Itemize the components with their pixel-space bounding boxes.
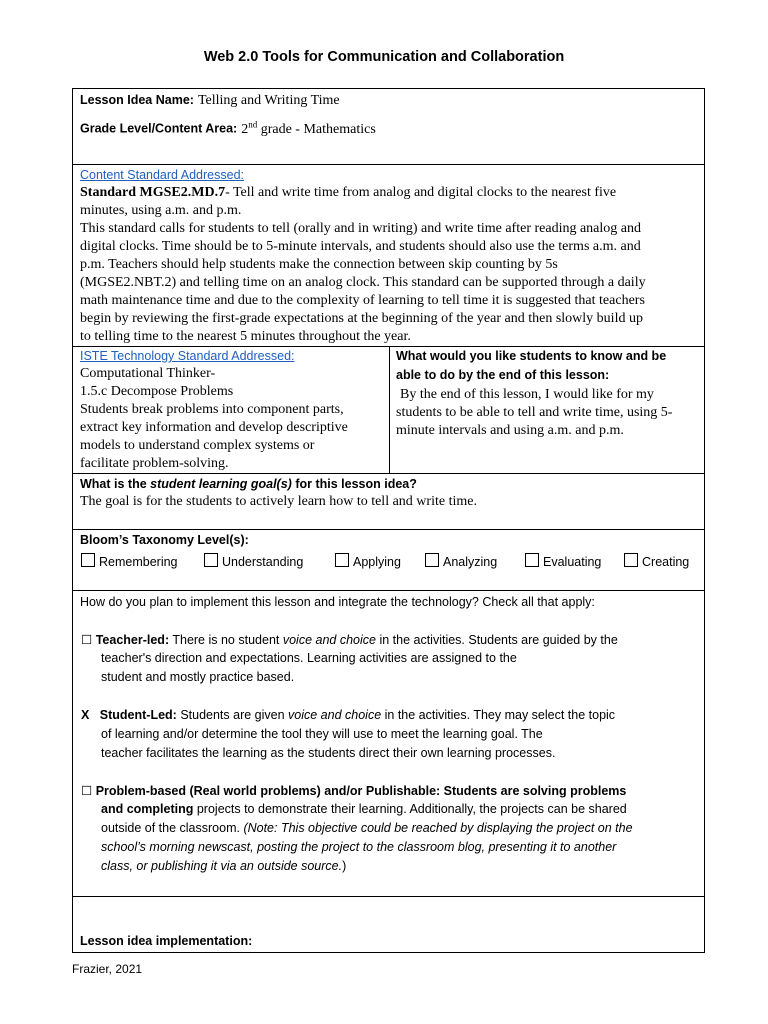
footer-author: Frazier, 2021 bbox=[72, 962, 143, 976]
content-standard-heading: Content Standard Addressed: bbox=[80, 168, 245, 182]
teacher-led-option[interactable]: ☐ Teacher-led: There is no student voice and choice in the activities. Students are guided by the bbox=[81, 633, 618, 647]
standard-line-6: (MGSE2.NBT.2) and telling time on an analog clock. This standard can be supported through a daily bbox=[80, 275, 646, 290]
content-standard-cell bbox=[72, 164, 705, 347]
implementation-plan-cell: How do you plan to implement this lesson and integrate the technology? Check all that apply: ☐ Teacher-led: There is no student voice and choice in the activities. Students are guided by the teacher's direction and expectations. Learning activities are assigned to the student and mostly practice based. X Student-Led: Students are given voice and choice in the activities. They may select the topic of learning and/or determine the tool they will use to meet the learning goal. The teacher facilitates the learning as the students direct their own learning processes. ☐ Problem-based (Real world problems) and/or Publishable: Students are solving problems and completing projects to demonstrate their learning. Additionally, the projects can be shared outside of the classroom. (Note: This objective could be reached by displaying the project on the school’s morning newscast, posting the project to the classroom blog, presenting it to another class, or publishing it via an outside source.) bbox=[72, 590, 705, 897]
problem-based-note-1: (Note: This objective could be reached by displaying the project on the bbox=[243, 821, 633, 835]
checkbox-icon[interactable] bbox=[425, 553, 439, 567]
standard-line-4: digital clocks. Time should be to 5-minute intervals, and students should also use the terms a.m. and bbox=[80, 239, 641, 254]
iste-line-3: Students break problems into component parts, bbox=[80, 402, 344, 417]
iste-line-6: facilitate problem-solving. bbox=[80, 456, 229, 471]
blooms-option-understanding[interactable]: Understanding bbox=[204, 553, 303, 569]
iste-line-4: extract key information and develop descriptive bbox=[80, 420, 348, 435]
iste-heading: ISTE Technology Standard Addressed: bbox=[80, 349, 295, 363]
blooms-option-analyzing[interactable]: Analyzing bbox=[425, 553, 497, 569]
outcome-line-3: minute intervals and using a.m. and p.m. bbox=[396, 423, 624, 438]
grade-number: 2 bbox=[241, 121, 249, 137]
implementation-cell bbox=[72, 896, 705, 953]
checkbox-icon[interactable]: ☐ bbox=[81, 784, 93, 798]
problem-based-label: Problem-based (Real world problems) and/or Publishable: Students are solving problems bbox=[95, 784, 627, 798]
blooms-heading: Bloom’s Taxonomy Level(s): bbox=[80, 533, 249, 547]
teacher-led-line-2: teacher's direction and expectations. Learning activities are assigned to the bbox=[101, 651, 517, 665]
checkbox-icon[interactable]: ☐ bbox=[81, 633, 93, 647]
checkbox-icon[interactable] bbox=[335, 553, 349, 567]
standard-code: Standard MGSE2.MD.7 bbox=[80, 185, 226, 200]
goal-answer: The goal is for the students to actively learn how to tell and write time. bbox=[80, 494, 477, 509]
standard-line-3: This standard calls for students to tell (orally and in writing) and write time after reading analog and bbox=[80, 221, 641, 236]
outcome-line-1: By the end of this lesson, I would like for my bbox=[400, 387, 654, 402]
iste-standard-cell bbox=[72, 346, 390, 474]
iste-line-2: 1.5.c Decompose Problems bbox=[80, 384, 234, 399]
standard-line-7: math maintenance time and due to the complexity of learning to tell time it is suggested that teachers bbox=[80, 293, 645, 308]
problem-based-note-2: school’s morning newscast, posting the project to the classroom blog, presenting it to another bbox=[101, 840, 617, 854]
student-led-label: Student-Led: bbox=[99, 708, 177, 722]
checkbox-icon[interactable] bbox=[204, 553, 218, 567]
standard-line-5: p.m. Teachers should help students make the connection between skip counting by 5s bbox=[80, 257, 558, 272]
problem-based-line-2: projects to demonstrate their learning. Additionally, the projects can be shared bbox=[193, 802, 627, 816]
blooms-option-evaluating[interactable]: Evaluating bbox=[525, 553, 601, 569]
student-led-line-2: of learning and/or determine the tool they will use to meet the learning goal. The bbox=[101, 727, 543, 741]
learning-outcome-cell bbox=[389, 346, 705, 474]
iste-line-1: Computational Thinker- bbox=[80, 366, 216, 381]
grade-label: Grade Level/Content Area: bbox=[80, 121, 238, 136]
teacher-led-label: Teacher-led: bbox=[95, 633, 170, 647]
student-led-line-3: teacher facilitates the learning as the students direct their own learning processes. bbox=[101, 746, 556, 760]
lesson-info-cell bbox=[72, 88, 705, 165]
standard-line-2: minutes, using a.m. and p.m. bbox=[80, 203, 242, 218]
problem-based-note-3: class, or publishing it via an outside source. bbox=[101, 859, 343, 873]
problem-based-line-2-bold: and completing bbox=[101, 802, 194, 816]
student-led-option[interactable]: X Student-Led: Students are given voice and choice in the activities. They may select the topic bbox=[81, 708, 616, 722]
page-title: Web 2.0 Tools for Communication and Collaboration bbox=[203, 49, 565, 65]
implementation-label: Lesson idea implementation: bbox=[80, 934, 253, 948]
learning-goal-cell bbox=[72, 473, 705, 530]
lesson-name-value: Telling and Writing Time bbox=[197, 93, 340, 108]
grade-subject: grade - Mathematics bbox=[260, 121, 376, 137]
checkbox-icon[interactable] bbox=[525, 553, 539, 567]
lesson-name-label: Lesson Idea Name: bbox=[80, 93, 194, 107]
outcome-heading-2: able to do by the end of this lesson: bbox=[396, 368, 610, 382]
goal-question-pre: What is the bbox=[80, 477, 151, 491]
blooms-option-remembering[interactable]: Remembering bbox=[81, 553, 178, 569]
implement-question: How do you plan to implement this lesson and integrate the technology? Check all that apply: bbox=[80, 595, 595, 609]
outcome-line-2: students to be able to tell and write time, using 5- bbox=[396, 405, 673, 420]
teacher-led-line-3: student and mostly practice based. bbox=[101, 670, 295, 684]
standard-line-1: - Tell and write time from analog and digital clocks to the nearest five bbox=[225, 185, 617, 200]
blooms-cell bbox=[72, 529, 705, 591]
standard-line-8: begin by reviewing the first-grade expectations at the beginning of the year and then slowly build up bbox=[80, 311, 643, 326]
standard-line-9: to telling time to the nearest 5 minutes throughout the year. bbox=[80, 329, 411, 344]
problem-based-option[interactable] bbox=[81, 783, 626, 798]
blooms-option-applying[interactable]: Applying bbox=[335, 553, 401, 569]
checkbox-icon[interactable] bbox=[81, 553, 95, 567]
checkbox-icon[interactable] bbox=[624, 553, 638, 567]
blooms-option-creating[interactable]: Creating bbox=[624, 553, 689, 569]
outcome-heading-1: What would you like students to know and be bbox=[396, 349, 667, 363]
check-mark-icon[interactable]: X bbox=[81, 708, 90, 722]
iste-line-5: models to understand complex systems or bbox=[80, 438, 315, 453]
problem-based-line-3: outside of the classroom. bbox=[101, 821, 244, 835]
goal-question-post: for this lesson idea? bbox=[291, 477, 417, 491]
grade-suffix: nd bbox=[248, 119, 258, 129]
goal-question-em: student learning goal(s) bbox=[150, 477, 292, 491]
